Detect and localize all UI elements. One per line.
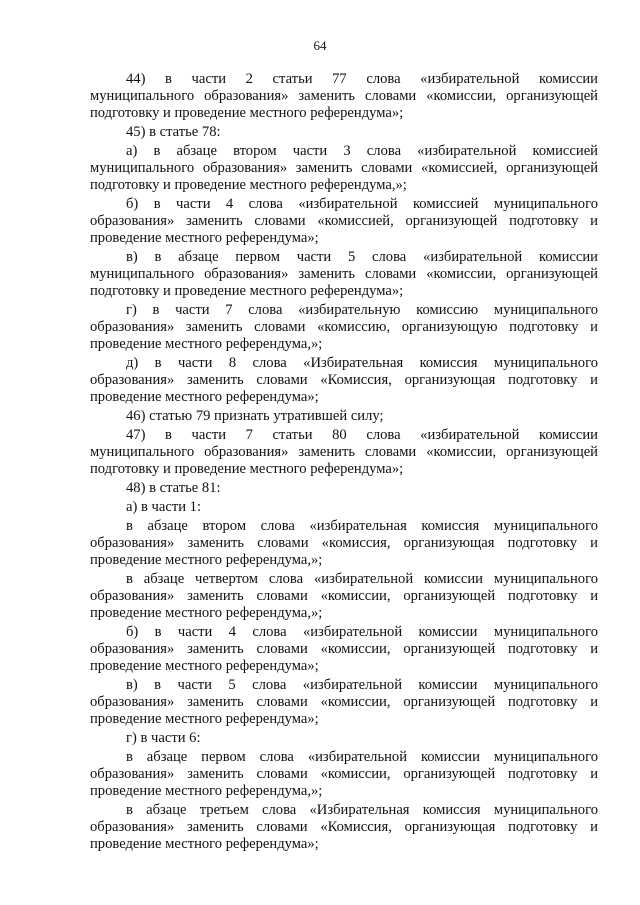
text-line: образования» заменить словами «комиссии, организующей подготовку и [90, 588, 598, 604]
paragraph [90, 624, 598, 675]
paragraph [90, 196, 598, 247]
paragraph [90, 749, 598, 800]
text-line: муниципального образования» заменить словами «комиссии, организующей [90, 444, 598, 460]
text-line: образования» заменить словами «Комиссия, организующая подготовку и [90, 372, 598, 388]
text-line: образования» заменить словами «Комиссия, организующая подготовку и [90, 819, 598, 835]
text-line: проведение местного референдума»; [90, 230, 319, 246]
paragraph [90, 518, 598, 569]
text-line: в абзаце третьем слова «Избирательная комиссия муниципального [126, 802, 598, 818]
text-line: проведение местного референдума,»; [90, 336, 323, 352]
paragraph [90, 302, 598, 353]
text-line: б) в части 4 слова «избирательной комиссии муниципального [126, 624, 598, 640]
text-line: проведение местного референдума,»; [90, 552, 323, 568]
document-body [90, 71, 598, 855]
paragraph: г) в части 6: [126, 730, 201, 746]
text-line: 47) в части 7 статьи 80 слова «избирательной комиссии [126, 427, 598, 443]
text-line: а) в абзаце втором части 3 слова «избирательной комиссией [126, 143, 598, 159]
text-line: образования» заменить словами «комиссия, организующая подготовку и [90, 535, 598, 551]
text-line: проведение местного референдума»; [90, 389, 319, 405]
paragraph [90, 571, 598, 622]
text-line: б) в части 4 слова «избирательной комиссией муниципального [126, 196, 598, 212]
text-line: муниципального образования» заменить словами «комиссией, организующей [90, 160, 598, 176]
text-line: муниципального образования» заменить словами «комиссии, организующей [90, 266, 598, 282]
text-line: подготовку и проведение местного референдума»; [90, 283, 404, 299]
text-line: в) в части 5 слова «избирательной комиссии муниципального [126, 677, 598, 693]
text-line: образования» заменить словами «комиссии, организующей подготовку и [90, 766, 598, 782]
text-line: д) в части 8 слова «Избирательная комиссия муниципального [126, 355, 598, 371]
page-number: 64 [313, 38, 327, 53]
text-line: подготовку и проведение местного референдума»; [90, 461, 404, 477]
text-line: проведение местного референдума»; [90, 711, 319, 727]
text-line: образования» заменить словами «комиссии, организующей подготовку и [90, 641, 598, 657]
text-line: подготовку и проведение местного референдума,»; [90, 177, 407, 193]
text-line: образования» заменить словами «комиссии, организующей подготовку и [90, 694, 598, 710]
text-line: проведение местного референдума»; [90, 658, 319, 674]
text-line: подготовку и проведение местного референдума»; [90, 105, 404, 121]
text-line: муниципального образования» заменить словами «комиссии, организующей [90, 88, 598, 104]
paragraph: а) в части 1: [126, 499, 202, 515]
text-line: образования» заменить словами «комиссию, организующую подготовку и [90, 319, 598, 335]
paragraph [90, 71, 598, 122]
paragraph [90, 143, 598, 194]
text-line: в абзаце втором слова «избирательная комиссия муниципального [126, 518, 598, 534]
paragraph [90, 802, 598, 853]
text-line: проведение местного референдума,»; [90, 605, 323, 621]
paragraph: 45) в статье 78: [126, 124, 221, 140]
paragraph [90, 355, 598, 406]
paragraph [90, 427, 598, 478]
text-line: г) в части 7 слова «избирательную комиссию муниципального [126, 302, 598, 318]
text-line: в абзаце четвертом слова «избирательной комиссии муниципального [126, 571, 598, 587]
paragraph [90, 677, 598, 728]
text-line: проведение местного референдума»; [90, 836, 319, 852]
paragraph: 48) в статье 81: [126, 480, 221, 496]
paragraph: 46) статью 79 признать утратившей силу; [126, 408, 384, 424]
paragraph [90, 249, 598, 300]
text-line: в абзаце первом слова «избирательной комиссии муниципального [126, 749, 598, 765]
text-line: проведение местного референдума,»; [90, 783, 323, 799]
text-line: 44) в части 2 статьи 77 слова «избирательной комиссии [126, 71, 598, 87]
text-line: образования» заменить словами «комиссией, организующей подготовку и [90, 213, 598, 229]
text-line: в) в абзаце первом части 5 слова «избирательной комиссии [126, 249, 598, 265]
